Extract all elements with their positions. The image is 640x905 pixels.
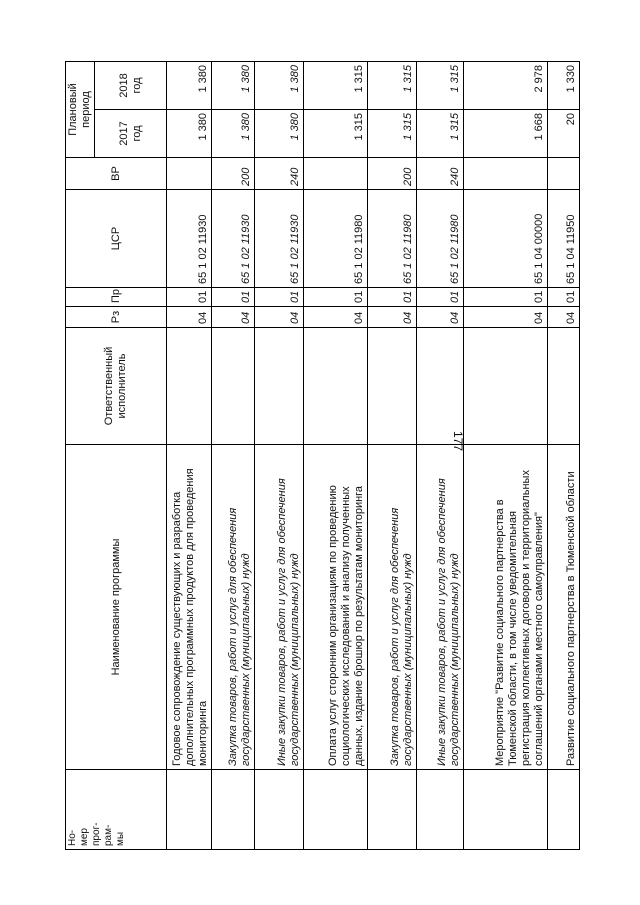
row-rz: 04 (167, 307, 212, 328)
row-vr (464, 158, 548, 190)
row-number-cell (304, 770, 368, 850)
row-csr: 65 1 02 11930 (255, 190, 304, 288)
row-2018: 1 330 (548, 62, 580, 110)
row-2017: 1 315 (368, 110, 417, 158)
row-csr: 65 1 02 11980 (417, 190, 464, 288)
row-2017: 1 380 (255, 110, 304, 158)
row-pr: 01 (548, 288, 580, 307)
budget-table (65, 61, 580, 850)
row-number-cell (212, 770, 255, 850)
row-2018: 1 380 (255, 62, 304, 110)
row-executor (255, 328, 304, 445)
table-rotation-frame (65, 62, 577, 850)
row-vr: 200 (212, 158, 255, 190)
row-executor (548, 328, 580, 445)
row-executor (304, 328, 368, 445)
row-number-cell (368, 770, 417, 850)
row-csr: 65 1 04 11950 (548, 190, 580, 288)
header-year-2018: 2018 год (95, 62, 167, 110)
row-name: Иные закупки товаров, работ и услуг для обеспечения государственных (муниципальных) нужд (417, 445, 464, 770)
row-name: Иные закупки товаров, работ и услуг для обеспечения государственных (муниципальных) нужд (255, 445, 304, 770)
row-csr: 65 1 04 00000 (464, 190, 548, 288)
row-number-cell (417, 770, 464, 850)
row-2017: 1 315 (417, 110, 464, 158)
row-2017: 1 315 (304, 110, 368, 158)
row-name: Закупка товаров, работ и услуг для обеспечения государственных (муниципальных) нужд (212, 445, 255, 770)
row-number-cell (548, 770, 580, 850)
row-rz: 04 (212, 307, 255, 328)
header-year-2017: 2017 год (95, 110, 167, 158)
row-name: Закупка товаров, работ и услуг для обеспечения государственных (муниципальных) нужд (368, 445, 417, 770)
table-row (304, 62, 368, 850)
row-2017: 1 380 (212, 110, 255, 158)
header-executor: Ответственный исполнитель (66, 328, 167, 445)
row-csr: 65 1 02 11980 (368, 190, 417, 288)
table-row (167, 62, 212, 850)
row-pr: 01 (167, 288, 212, 307)
row-rz: 04 (304, 307, 368, 328)
row-vr (167, 158, 212, 190)
row-pr: 01 (255, 288, 304, 307)
header-program-number: Но- мер прог- рам- мы (66, 770, 167, 850)
row-number-cell (464, 770, 548, 850)
table-row (255, 62, 304, 850)
row-2018: 1 315 (417, 62, 464, 110)
row-vr (304, 158, 368, 190)
row-name: Годовое сопровождение существующих и разработка дополнительных программных продуктов для проведения мониторинга (167, 445, 212, 770)
row-vr (548, 158, 580, 190)
row-rz: 04 (548, 307, 580, 328)
header-rz: Рз (66, 307, 167, 328)
row-executor (417, 328, 464, 445)
row-2018: 1 380 (167, 62, 212, 110)
row-pr: 01 (368, 288, 417, 307)
table-row (417, 62, 464, 850)
row-executor (464, 328, 548, 445)
row-name: Оплата услуг сторонним организациям по проведению социологических исследований и анализу полученных данных, издание брошюр по результатам мониторинга (304, 445, 368, 770)
row-number-cell (167, 770, 212, 850)
row-csr: 65 1 02 11930 (212, 190, 255, 288)
table-row (464, 62, 548, 850)
header-planning-period: Плановый период (66, 62, 95, 158)
header-pr: Пр (66, 288, 167, 307)
row-2018: 2 978 (464, 62, 548, 110)
page-number: 177 (451, 430, 465, 452)
row-vr: 240 (255, 158, 304, 190)
row-executor (368, 328, 417, 445)
row-name: Мероприятие "Развитие социального партнерства в Тюменской области, в том числе уведомительная регистрация коллективных договоров и территориальных соглашений органами местного самоуправления" (464, 445, 548, 770)
row-executor (212, 328, 255, 445)
row-2017: 20 (548, 110, 580, 158)
row-name: Развитие социального партнерства в Тюменской области (548, 445, 580, 770)
header-vr: ВР (66, 158, 167, 190)
table-row (212, 62, 255, 850)
row-pr: 01 (304, 288, 368, 307)
row-2017: 1 380 (167, 110, 212, 158)
row-vr: 200 (368, 158, 417, 190)
row-executor (167, 328, 212, 445)
row-2017: 1 668 (464, 110, 548, 158)
row-csr: 65 1 02 11930 (167, 190, 212, 288)
row-pr: 01 (464, 288, 548, 307)
row-2018: 1 315 (304, 62, 368, 110)
row-2018: 1 315 (368, 62, 417, 110)
row-rz: 04 (417, 307, 464, 328)
row-rz: 04 (255, 307, 304, 328)
table-row (548, 62, 580, 850)
header-csr: ЦСР (66, 190, 167, 288)
row-pr: 01 (212, 288, 255, 307)
header-program-name: Наименование программы (66, 445, 167, 770)
table-row (368, 62, 417, 850)
row-vr: 240 (417, 158, 464, 190)
row-number-cell (255, 770, 304, 850)
rotated-table-area (65, 62, 577, 850)
row-csr: 65 1 02 11980 (304, 190, 368, 288)
row-pr: 01 (417, 288, 464, 307)
row-2018: 1 380 (212, 62, 255, 110)
row-rz: 04 (464, 307, 548, 328)
row-rz: 04 (368, 307, 417, 328)
